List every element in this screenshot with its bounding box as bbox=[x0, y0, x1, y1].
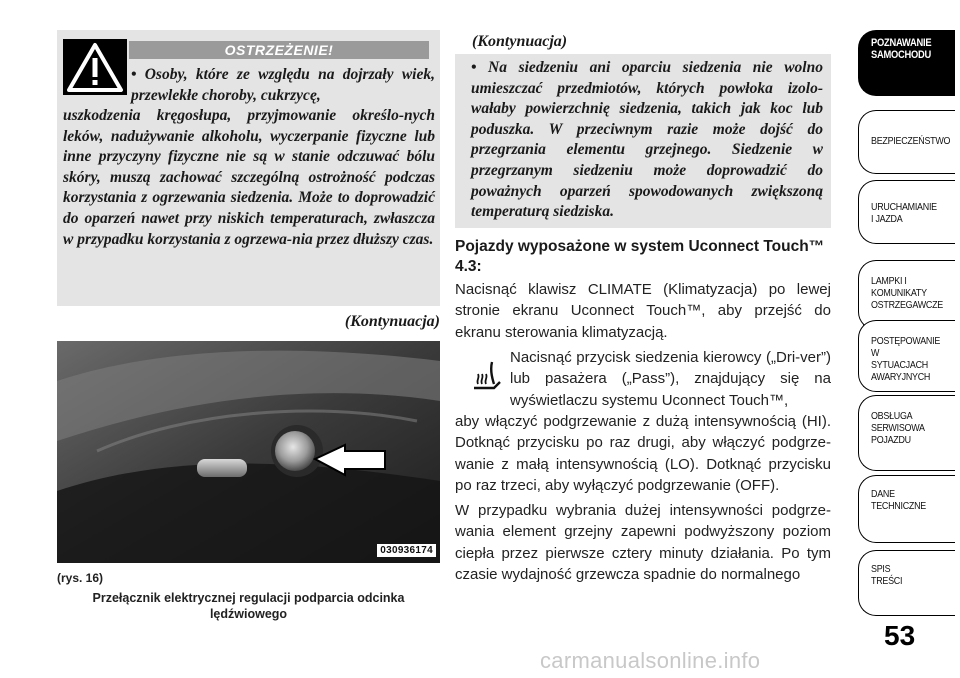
warning-continued-text: • Na siedzeniu ani oparciu siedzenia nie wolno umieszczać przedmiotów, których powłoka izolo-wałaby powierzchnię siedzenia, takich jak koc lub poduszka. W przeciwnym razie może dojść do przegrzania elementu grzejnego. Siedzenie w przegrzanym siedzeniu może doprowadzić do poważnych oparzeń spowodowanych zwiększoną temperaturą siedziska. bbox=[471, 59, 823, 221]
tab-label: POZNAWANIE SAMOCHODU bbox=[871, 37, 932, 61]
warning-box bbox=[57, 30, 440, 306]
tab-postepowanie-awaryjne[interactable] bbox=[858, 320, 955, 392]
warning-intro-text: • Osoby, które ze względu na dojrzały wiek, przewlekłe choroby, cukrzycę, bbox=[131, 66, 435, 104]
tab-bezpieczenstwo[interactable] bbox=[858, 110, 955, 174]
figure-label: (rys. 16) bbox=[57, 571, 104, 585]
watermark: carmanualsonline.info bbox=[540, 648, 761, 673]
paragraph-seat-button: Nacisnąć przycisk siedzenia kierowcy („Dri-ver”) lub pasażera („Pass”), znajdujący się na wyświetlaczu systemu Uconnect Touch™, bbox=[510, 349, 831, 409]
tab-label: DANE TECHNICZNE bbox=[871, 488, 926, 512]
tab-label: URUCHAMIANIE I JAZDA bbox=[871, 201, 937, 225]
tab-poznawanie-samochodu[interactable] bbox=[858, 30, 955, 96]
tab-spis-tresci[interactable] bbox=[858, 550, 955, 616]
warning-triangle-icon bbox=[63, 39, 127, 95]
continued-label-right: (Kontynuacja) bbox=[472, 33, 568, 50]
tab-label: BEZPIECZEŃSTWO bbox=[871, 135, 951, 147]
photo-code: 030936174 bbox=[377, 544, 436, 557]
tab-label: POSTĘPOWANIE W SYTUACJACH AWARYJNYCH bbox=[871, 335, 941, 383]
tab-label: SPIS TREŚCI bbox=[871, 563, 903, 587]
paragraph-high-heat: W przypadku wybrania dużej intensywności podgrze-wania element grzejny zapewni podwyższony poziom ciepła przez pierwsze cztery minuty działania. Po tym czasie wydajność grzewcza spadnie do normalnego bbox=[455, 502, 831, 583]
tab-dane-techniczne[interactable] bbox=[858, 475, 955, 543]
heated-seat-icon bbox=[470, 360, 506, 396]
lumbar-switch-photo bbox=[57, 341, 440, 563]
paragraph-heat-levels: aby włączyć podgrzewanie z dużą intensywnością (HI). Dotknąć przycisku po raz drugi, aby włączyć podgrze-wanie z małą intensywnością (LO). Dotknąć przycisku po raz trzeci, aby wyłączyć podgrzewanie (OFF). bbox=[455, 413, 831, 494]
tab-label: LAMPKI I KOMUNIKATY OSTRZEGAWCZE bbox=[871, 275, 943, 311]
tab-uruchamianie-i-jazda[interactable] bbox=[858, 180, 955, 244]
continued-label: (Kontynuacja) bbox=[344, 313, 440, 330]
page-number: 53 bbox=[884, 620, 916, 651]
figure-caption: Przełącznik elektrycznej regulacji podparcia odcinka lędźwiowego bbox=[92, 591, 405, 621]
tab-label: OBSŁUGA SERWISOWA POJAZDU bbox=[871, 410, 925, 446]
warning-continued-box bbox=[455, 54, 831, 228]
tab-obsluga-serwisowa[interactable] bbox=[858, 395, 955, 471]
warning-title: OSTRZEŻENIE! bbox=[129, 41, 429, 59]
section-heading: Pojazdy wyposażone w system Uconnect Touch™ 4.3: bbox=[455, 238, 825, 275]
warning-body-text: uszkodzenia kręgosłupa, przyjmowanie określo-nych leków, nadużywanie alkoholu, wyczerpanie fizyczne lub inne przyczyny fizyczne nie są w stanie odczuwać bólu skóry, muszą zachować szczególną ostrożność podczas korzystania z ogrzewania siedzenia. Może to doprowadzić do oparzeń nawet przy niskich temperaturach, zwłaszcza w przypadku korzystania z ogrzewa-nia przez dłuższy czas. bbox=[63, 107, 435, 248]
paragraph-climate: Nacisnąć klawisz CLIMATE (Klimatyzacja) po lewej stronie ekranu Uconnect Touch™, aby przejść do ekranu sterowania klimatyzacją. bbox=[455, 281, 831, 341]
